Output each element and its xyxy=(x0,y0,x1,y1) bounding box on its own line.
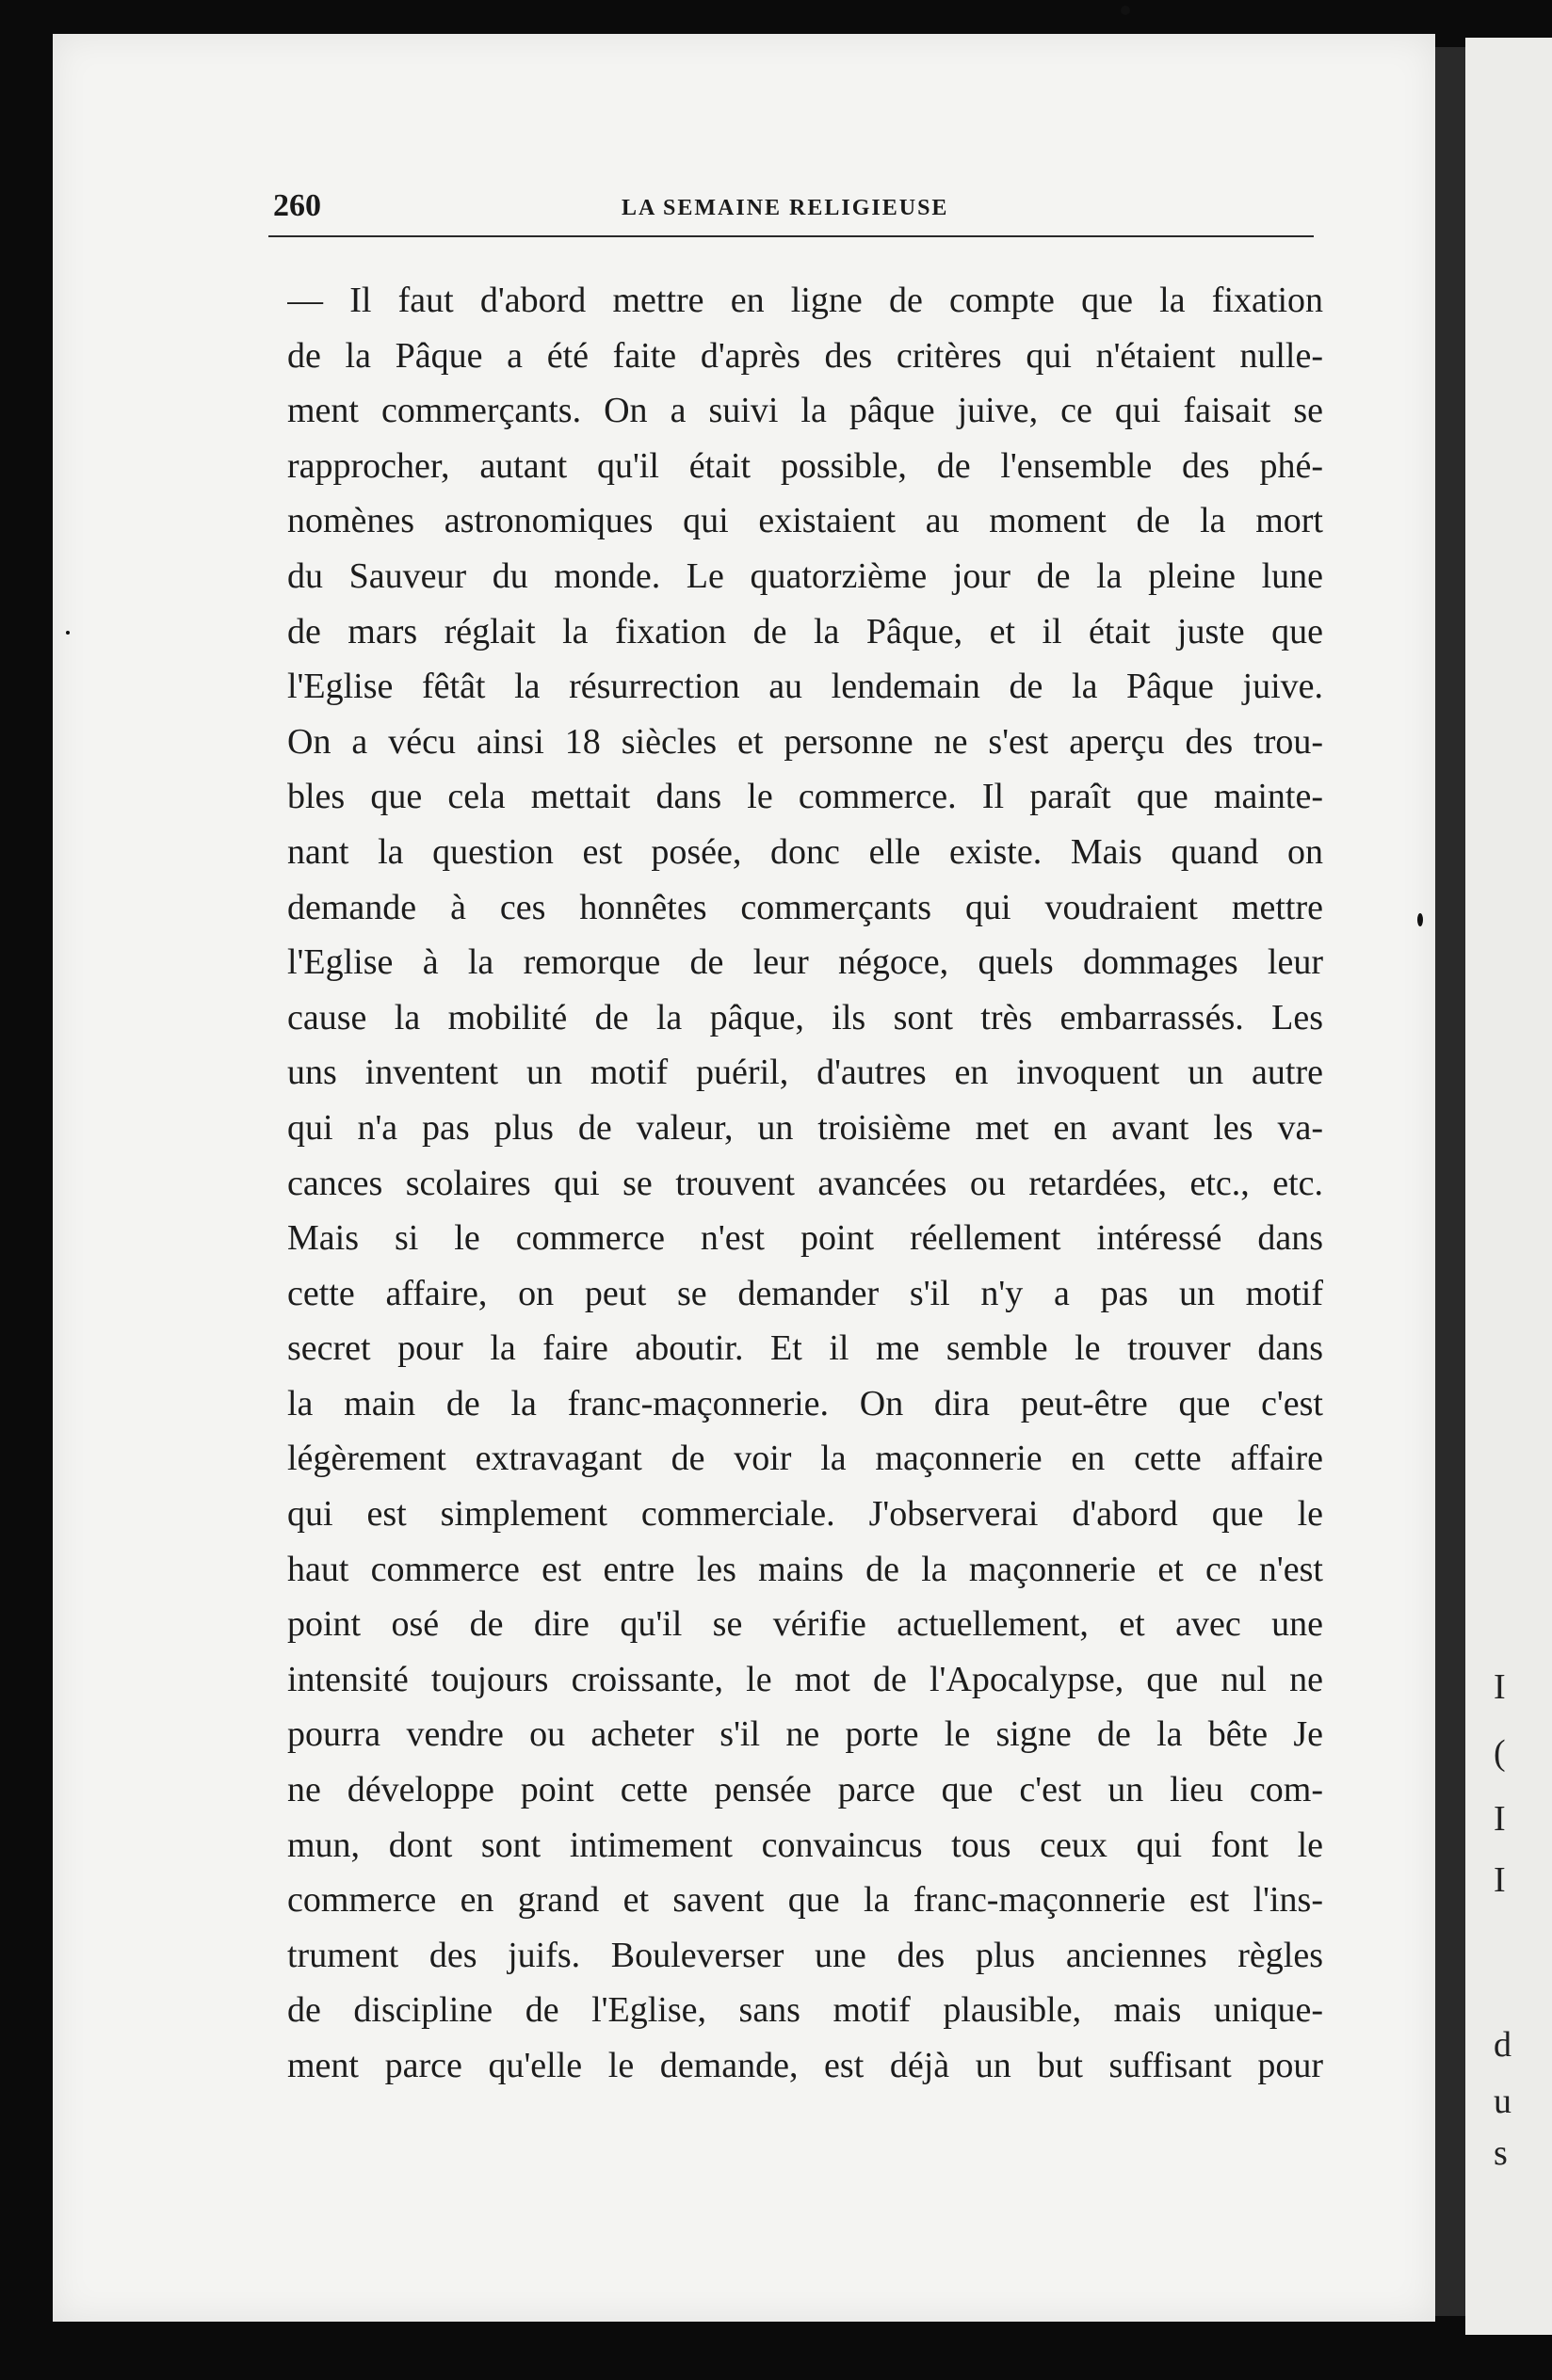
text-line: intensité toujours croissante, le mot de l'Apocalypse, que nul ne xyxy=(287,1659,1323,1699)
adjacent-page-edge xyxy=(1465,38,1552,2335)
adjacent-page-fragment: ( xyxy=(1494,1733,1506,1773)
adjacent-page-fragment: I xyxy=(1494,1667,1506,1707)
running-title: LA SEMAINE RELIGIEUSE xyxy=(622,196,949,220)
adjacent-page-fragment: u xyxy=(1494,2082,1512,2121)
text-line: rapprocher, autant qu'il était possible, de l'ensemble des phé- xyxy=(287,445,1323,486)
text-line: bles que cela mettait dans le commerce. Il paraît que mainte- xyxy=(287,777,1323,817)
text-line: Mais si le commerce n'est point réellement intéressé dans xyxy=(287,1218,1323,1259)
text-line: pourra vendre ou acheter s'il ne porte le signe de la bête Je xyxy=(287,1714,1323,1755)
adjacent-page-fragment: I xyxy=(1494,1860,1506,1900)
header-rule xyxy=(268,235,1314,237)
text-line: ne développe point cette pensée parce que c'est un lieu com- xyxy=(287,1770,1323,1810)
adjacent-page-fragment: I xyxy=(1494,1799,1506,1839)
text-line: l'Eglise à la remorque de leur négoce, quels dommages leur xyxy=(287,942,1323,983)
text-line: nant la question est posée, donc elle existe. Mais quand on xyxy=(287,831,1323,872)
text-line: qui n'a pas plus de valeur, un troisième met en avant les va- xyxy=(287,1107,1323,1148)
text-line: On a vécu ainsi 18 siècles et personne ne s'est aperçu des trou- xyxy=(287,721,1323,762)
text-line: ment parce qu'elle le demande, est déjà un but suffisant pour xyxy=(287,2046,1323,2085)
text-line: cause la mobilité de la pâque, ils sont très embarrassés. Les xyxy=(287,997,1323,1037)
text-line: uns inventent un motif puéril, d'autres en invoquent un autre xyxy=(287,1053,1323,1093)
adjacent-page-fragment: d xyxy=(1494,2025,1512,2065)
text-line: secret pour la faire aboutir. Et il me semble le trouver dans xyxy=(287,1328,1323,1369)
adjacent-page-fragment: s xyxy=(1494,2133,1508,2173)
text-line: de mars réglait la fixation de la Pâque, et il était juste que xyxy=(287,611,1323,651)
text-line: trument des juifs. Bouleverser une des plus anciennes règles xyxy=(287,1935,1323,1975)
text-line: — Il faut d'abord mettre en ligne de compte que la fixation xyxy=(287,281,1323,320)
body-text xyxy=(287,273,1323,2094)
text-line: de discipline de l'Eglise, sans motif plausible, mais unique- xyxy=(287,1990,1323,2031)
scan-speck xyxy=(1417,913,1423,926)
text-line: de la Pâque a été faite d'après des critères qui n'étaient nulle- xyxy=(287,335,1323,376)
text-line: cances scolaires qui se trouvent avancées ou retardées, etc., etc. xyxy=(287,1163,1323,1203)
text-line: la main de la franc-maçonnerie. On dira peut-être que c'est xyxy=(287,1383,1323,1423)
text-line: l'Eglise fêtât la résurrection au lendemain de la Pâque juive. xyxy=(287,667,1323,707)
page-number: 260 xyxy=(273,188,321,223)
text-line: point osé de dire qu'il se vérifie actuellement, et avec une xyxy=(287,1604,1323,1645)
text-line: légèrement extravagant de voir la maçonnerie en cette affaire xyxy=(287,1439,1323,1479)
text-line: cette affaire, on peut se demander s'il n'y a pas un motif xyxy=(287,1273,1323,1313)
text-line: haut commerce est entre les mains de la maçonnerie et ce n'est xyxy=(287,1549,1323,1589)
text-line: demande à ces honnêtes commerçants qui voudraient mettre xyxy=(287,887,1323,927)
page-gutter-shadow xyxy=(1435,47,1465,2316)
text-line: nomènes astronomiques qui existaient au moment de la mort xyxy=(287,501,1323,541)
text-line: qui est simplement commerciale. J'observerai d'abord que le xyxy=(287,1494,1323,1535)
text-line: mun, dont sont intimement convaincus tous ceux qui font le xyxy=(287,1825,1323,1865)
scan-speck xyxy=(1121,6,1130,15)
text-line: du Sauveur du monde. Le quatorzième jour de la pleine lune xyxy=(287,555,1323,596)
text-line: ment commerçants. On a suivi la pâque juive, ce qui faisait se xyxy=(287,391,1323,431)
scan-speck xyxy=(66,631,70,635)
text-line: commerce en grand et savent que la franc-maçonnerie est l'ins- xyxy=(287,1880,1323,1921)
page-header xyxy=(273,188,1309,235)
